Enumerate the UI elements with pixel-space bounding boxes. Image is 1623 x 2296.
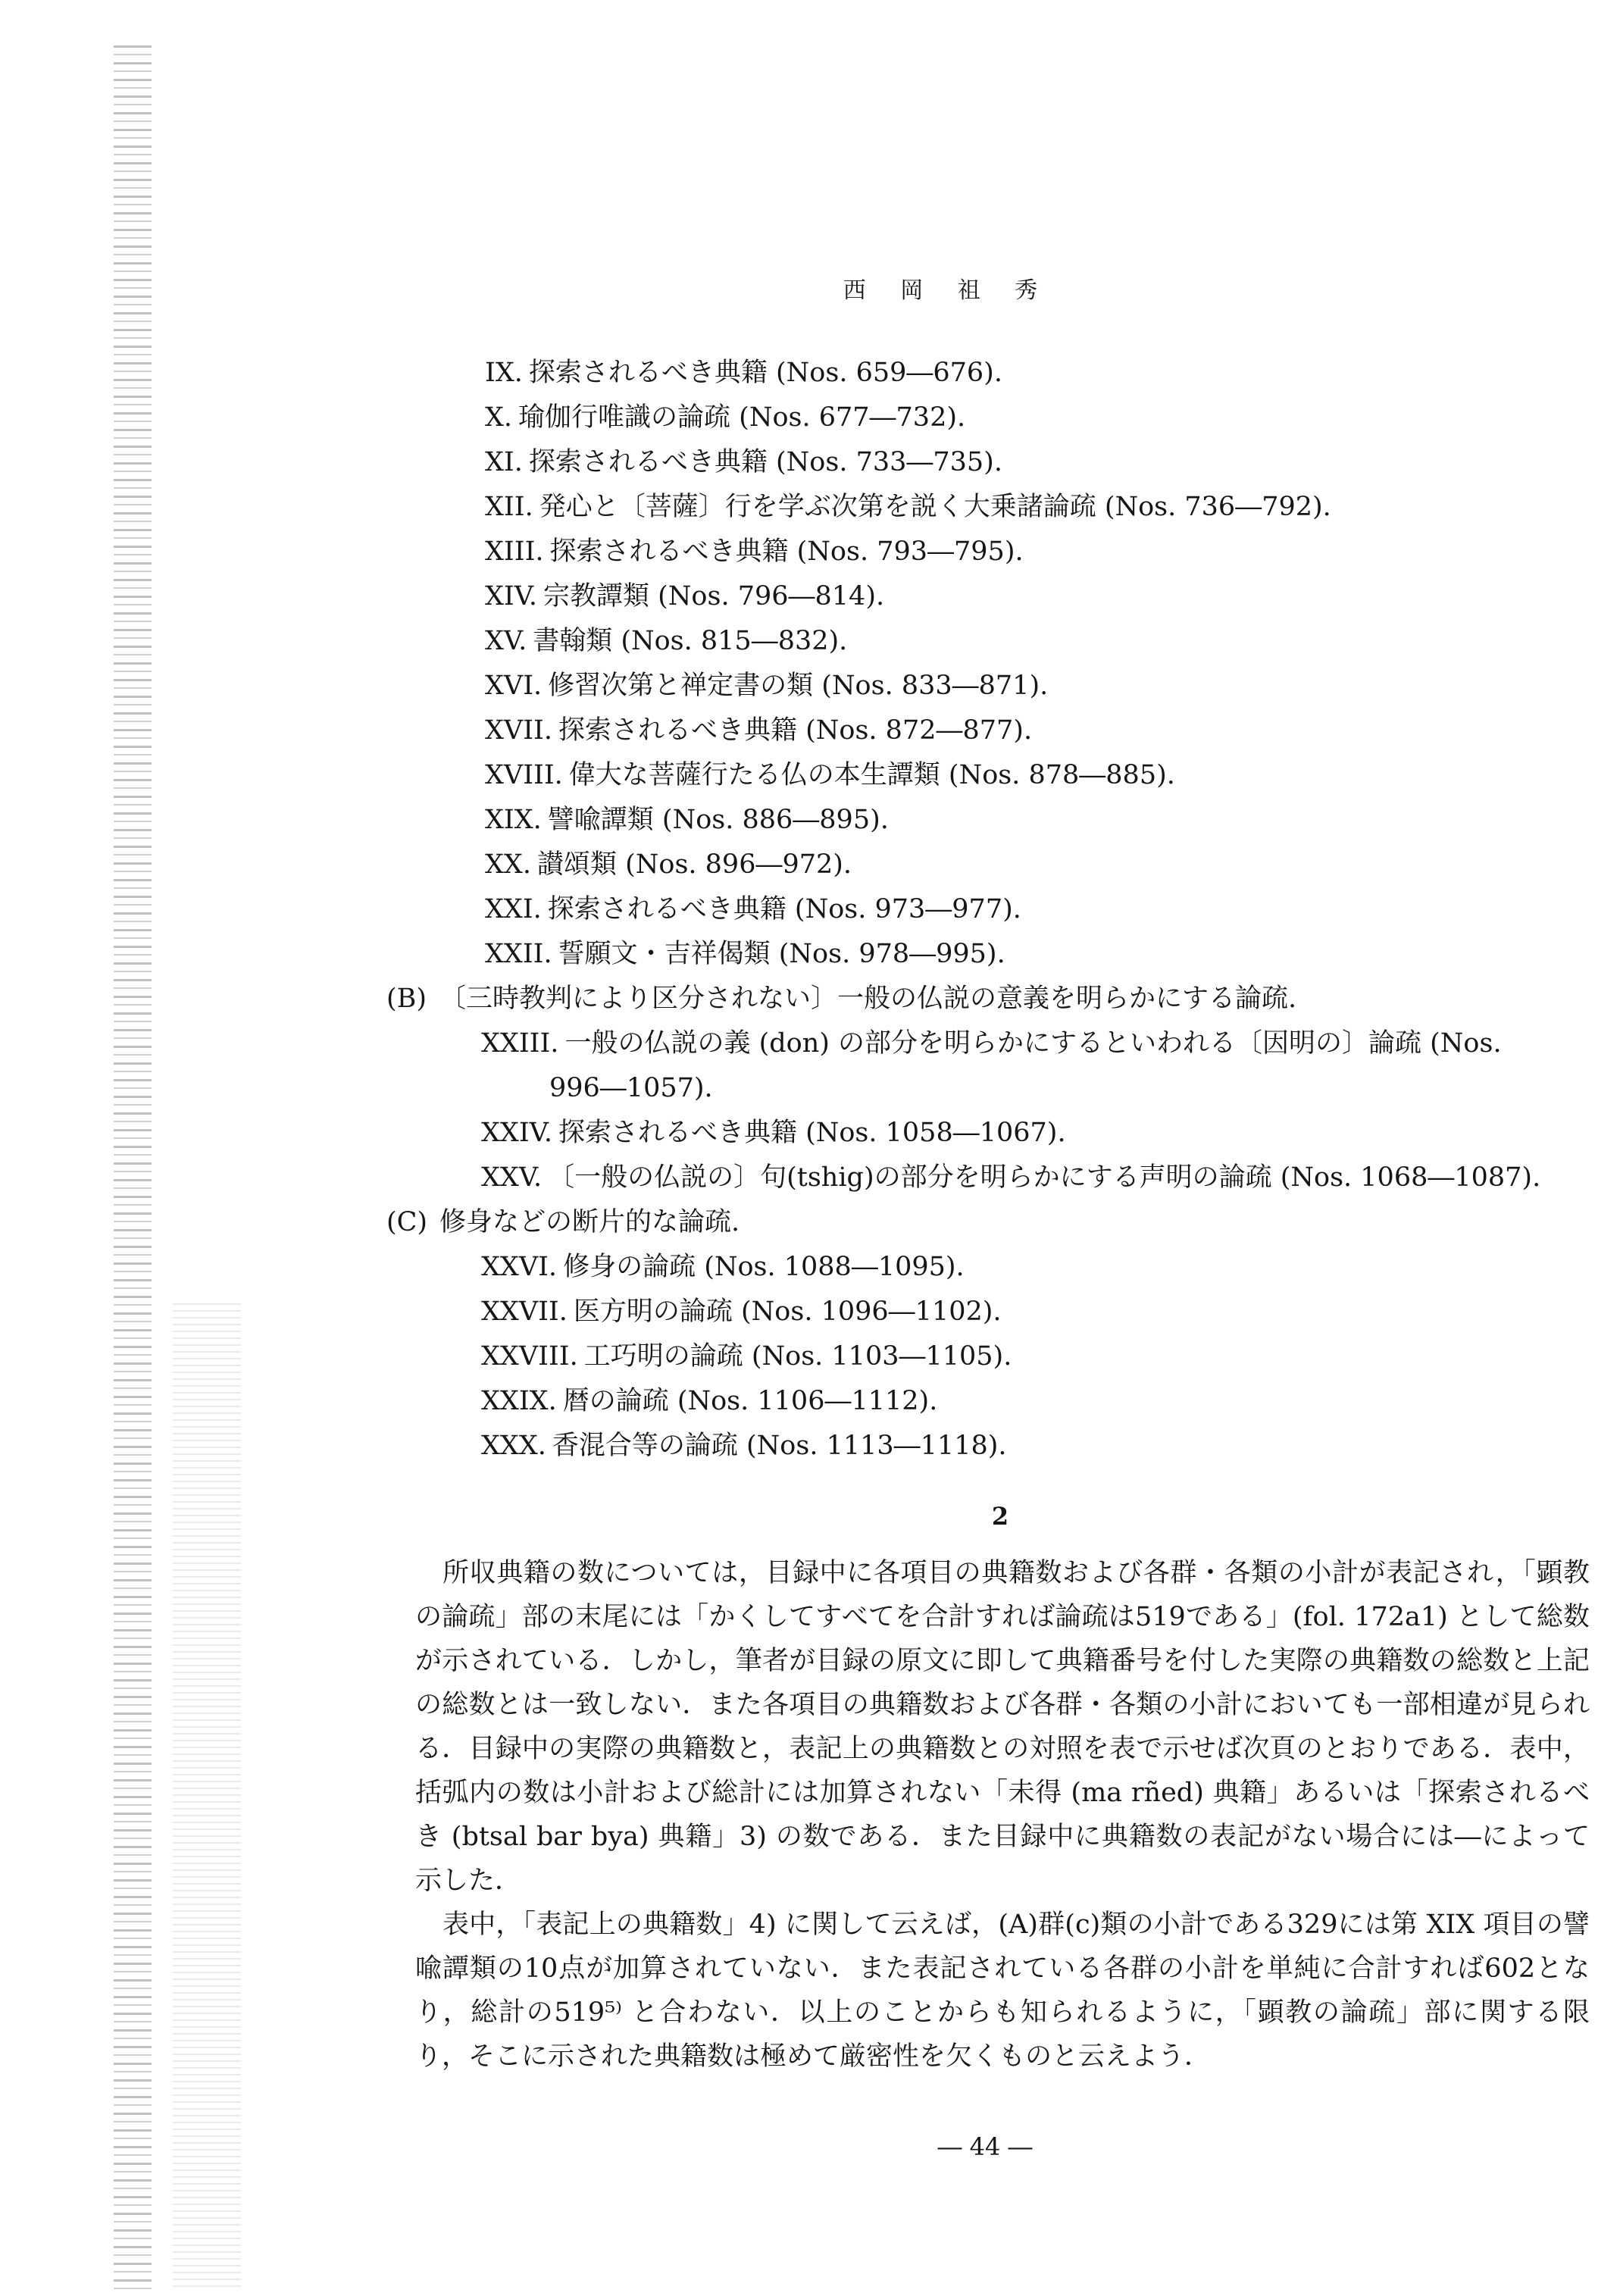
entry-number: XX. [485,849,531,880]
entry-text: 誓願文・吉祥偈類 (Nos. 978―995). [558,939,1005,969]
entry-text: 一般の仏説の義 (don) の部分を明らかにするといわれる〔因明の〕論疏 (Nos. [564,1028,1502,1059]
outline-entry [481,1433,1007,1459]
group-title: 修身などの断片的な論疏. [439,1207,740,1237]
entry-number: XXVIII. [481,1341,578,1372]
entry-text: 宗教譚類 (Nos. 796―814). [543,581,885,612]
binding-shadow-light [173,1303,241,2288]
entry-number: XI. [485,447,523,477]
outline-entry [481,1254,965,1281]
entry-number: XXIV. [481,1118,552,1148]
outline-entry [481,1299,1002,1325]
entry-text: 探索されるべき典籍 (Nos. 973―977). [547,894,1021,924]
outline-entry [485,715,1033,746]
running-header-author: 西 岡 祖 秀 [843,277,1052,304]
entry-text: 瑜伽行唯識の論疏 (Nos. 677―732). [518,402,966,433]
entry-number: XIV. [485,581,538,612]
group-mark: (C) [386,1207,428,1237]
entry-text: 讃頌類 (Nos. 896―972). [536,849,852,880]
entry-text: 修習次第と禅定書の類 (Nos. 833―871). [548,671,1049,701]
outline-entry [485,402,966,433]
entry-number: XIX. [485,805,542,835]
section-number: 2 [991,1502,1009,1531]
entry-text: 探索されるべき典籍 (Nos. 872―877). [558,715,1033,746]
outline-entry [485,628,847,655]
entry-number: XXX. [481,1431,546,1461]
entry-number: XXIII. [481,1028,559,1059]
outline-entry [485,536,1024,567]
entry-number: XVII. [485,715,552,746]
entry-text: 偉大な菩薩行たる仏の本生譚類 (Nos. 878―885). [568,760,1175,790]
group-heading-b [386,986,1296,1012]
body-text [415,1551,1590,2079]
outline-entry [485,494,1331,521]
entry-text: 探索されるべき典籍 (Nos. 1058―1067). [558,1118,1066,1148]
group-title: 〔三時教判により区分されない〕一般の仏説の意義を明らかにする論疏. [439,984,1297,1014]
entry-text: 暦の論疏 (Nos. 1106―1112). [562,1386,938,1416]
entry-text: 香混合等の論疏 (Nos. 1113―1118). [552,1431,1007,1461]
entry-text: 探索されるべき典籍 (Nos. 659―676). [528,358,1002,388]
entry-number: X. [485,402,513,433]
outline-entry [481,1341,1012,1372]
outline-entry [481,1388,937,1415]
outline-entry [485,941,1005,968]
entry-text: 書翰類 (Nos. 815―832). [533,626,848,656]
outline-entry [481,1028,1502,1059]
entry-number: XXI. [485,894,542,924]
outline-entry [485,583,884,610]
entry-text: 〔一般の仏説の〕句(tshig)の部分を明らかにする声明の論疏 (Nos. 1068―1087). [548,1162,1541,1193]
outline-entry [485,360,1002,386]
outline-entry [485,849,852,880]
outline-entry [485,673,1048,699]
page-number: ― 44 ― [937,2132,1033,2161]
entry-continuation: 996―1057). [549,1073,713,1103]
paragraph: 所収典籍の数については，目録中に各項目の典籍数および各群・各類の小計が表記され，「顕教の論疏」部の末尾には「かくしてすべてを合計すれば論疏は519である」(fol. 172a1) として総数が示されている．しかし，筆者が目録の原文に即して典籍番号を付した実際の典籍数の総数と上記の総数とは一致しない．また各項目の典籍数および各群・各類の小計においても一部相違が見られる．目録中の実際の典籍数と，表記上の典籍数との対照を表で示せば次頁のとおりである．表中，括弧内の数は小計および総計には加算されない「未得 (ma rñed) 典籍」あるいは「探索されるべき (btsal bar bya) 典籍」3) の数である．また目録中に典籍数の表記がない場合には―によって示した． [415,1558,1590,1896]
entry-text: 探索されるべき典籍 (Nos. 733―735). [528,447,1002,477]
entry-number: XXVII. [481,1297,568,1327]
outline-entry [485,762,1175,789]
entry-number: IX. [485,358,523,388]
group-heading-c [386,1209,740,1236]
entry-text: 医方明の論疏 (Nos. 1096―1102). [573,1297,1002,1327]
outline-entry [485,449,1002,476]
paragraph: 表中，「表記上の典籍数」4) に関して云えば，(A)群(c)類の小計である329には第 XIX 項目の譬喩譚類の10点が加算されていない．また表記されている各群の小計を単純に合計すれば602となり，総計の519⁵⁾ と合わない．以上のことからも知られるように，「顕教の論疏」部に関する限り，そこに示された典籍数は極めて厳密性を欠くものと云えよう． [415,1910,1590,2072]
entry-number: XIII. [485,536,544,567]
outline-entry [485,807,889,834]
entry-number: XXII. [485,939,552,969]
entry-number: XV. [485,626,527,656]
outline-entry [481,1162,1541,1193]
entry-number: XVI. [485,671,543,701]
outline-entry [481,1120,1066,1146]
entry-number: XXV. [481,1162,543,1193]
group-mark: (B) [386,984,427,1014]
entry-number: XII. [485,492,533,522]
entry-number: XXVI. [481,1252,558,1282]
entry-text: 修身の論疏 (Nos. 1088―1095). [563,1252,965,1282]
outline-entry [485,896,1021,923]
entry-text: 譬喩譚類 (Nos. 886―895). [547,805,889,835]
entry-text: 工巧明の論疏 (Nos. 1103―1105). [583,1341,1012,1372]
binding-shadow [114,45,152,2296]
entry-text: 発心と〔菩薩〕行を学ぶ次第を説く大乗諸論疏 (Nos. 736―792). [539,492,1331,522]
entry-number: XXIX. [481,1386,557,1416]
entry-number: XVIII. [485,760,563,790]
entry-text: 探索されるべき典籍 (Nos. 793―795). [549,536,1024,567]
